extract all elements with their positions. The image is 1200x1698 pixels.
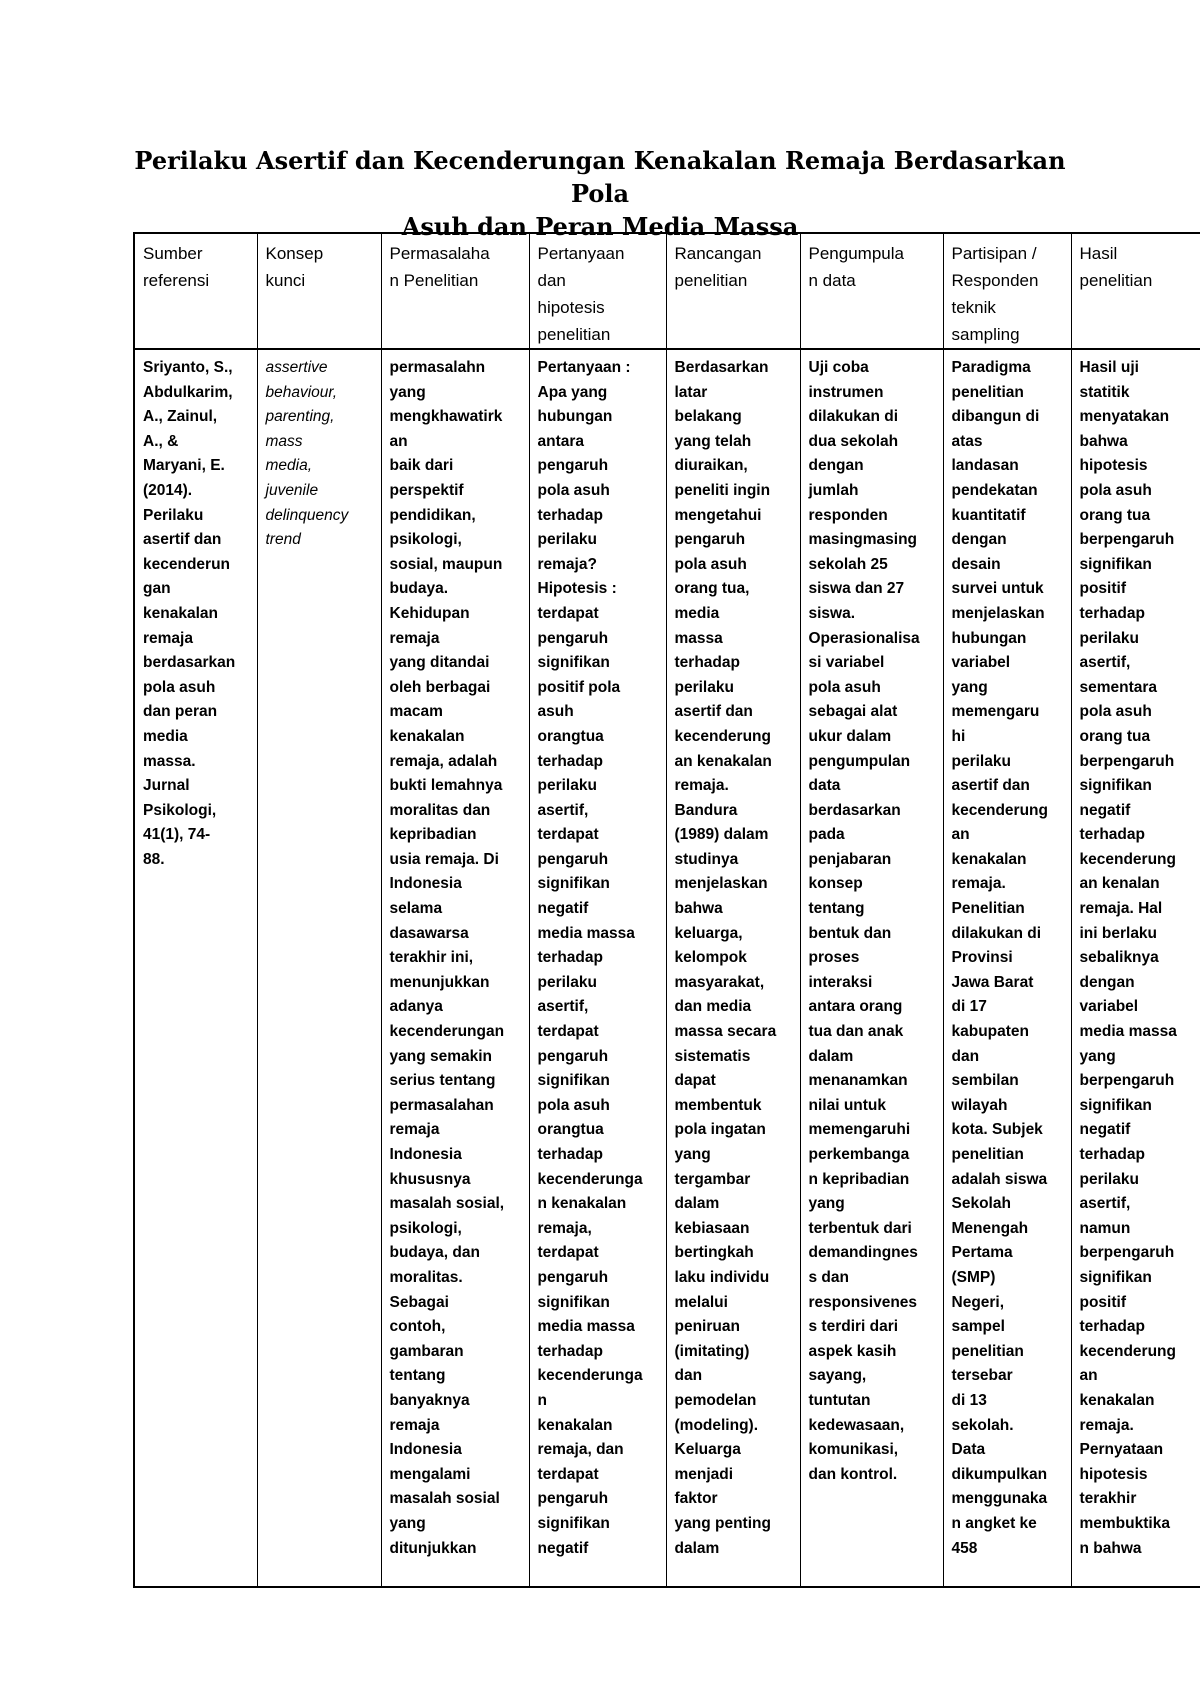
header-pertanyaan-hipotesis: Pertanyaan dan hipotesis penelitian xyxy=(529,233,666,349)
title-line-1: Perilaku Asertif dan Kecenderungan Kenakalan Remaja Berdasarkan Pola xyxy=(134,146,1066,208)
cell-rancangan: Berdasarkan latar belakang yang telah diuraikan, peneliti ingin mengetahui pengaruh pola asuh orang tua, media massa terhadap perilaku asertif dan kecenderung an kenakalan remaja. Bandura (1989) dalam studinya menjelaskan bahwa keluarga, kelompok masyarakat, dan media massa secara sistematis dapat membentuk pola ingatan yang tergambar dalam kebiasaan bertingkah laku individu melalui peniruan (imitating) dan pemodelan (modeling). Keluarga menjadi faktor yang penting dalam xyxy=(666,349,800,1587)
cell-konsep-kunci: assertive behaviour, parenting, mass media, juvenile delinquency trend xyxy=(257,349,381,1587)
research-table xyxy=(133,232,1200,1588)
cell-permasalahan: permasalahn yang mengkhawatirk an baik dari perspektif pendidikan, psikologi, sosial, maupun budaya. Kehidupan remaja yang ditandai oleh berbagai macam kenakalan remaja, adalah bukti lemahnya moralitas dan kepribadian usia remaja. Di Indonesia selama dasawarsa terakhir ini, menunjukkan adanya kecenderungan yang semakin serius tentang permasalahan remaja Indonesia khususnya masalah sosial, psikologi, budaya, dan moralitas. Sebagai contoh, gambaran tentang banyaknya remaja Indonesia mengalami masalah sosial yang ditunjukkan xyxy=(381,349,529,1587)
cell-hasil: Hasil uji statitik menyatakan bahwa hipotesis pola asuh orang tua berpengaruh signifikan positif terhadap perilaku asertif, sementara pola asuh orang tua berpengaruh signifikan negatif terhadap kecenderung an kenalan remaja. Hal ini berlaku sebaliknya dengan variabel media massa yang berpengaruh signifikan negatif terhadap perilaku asertif, namun berpengaruh signifikan positif terhadap kecenderung an kenakalan remaja. Pernyataan hipotesis terakhir membuktika n bahwa xyxy=(1071,349,1200,1587)
header-sumber-referensi: Sumber referensi xyxy=(134,233,257,349)
table-row xyxy=(134,349,1200,1587)
header-hasil: Hasil penelitian xyxy=(1071,233,1200,349)
document-title xyxy=(120,144,1080,243)
cell-pertanyaan-hipotesis: Pertanyaan : Apa yang hubungan antara pengaruh pola asuh terhadap perilaku remaja? Hipotesis : terdapat pengaruh signifikan positif pola asuh orangtua terhadap perilaku asertif, terdapat pengaruh signifikan negatif media massa terhadap perilaku asertif, terdapat pengaruh signifikan pola asuh orangtua terhadap kecenderunga n kenakalan remaja, terdapat pengaruh signifikan media massa terhadap kecenderunga n kenakalan remaja, dan terdapat pengaruh signifikan negatif xyxy=(529,349,666,1587)
header-partisipan: Partisipan / Responden teknik sampling xyxy=(943,233,1071,349)
cell-partisipan: Paradigma penelitian dibangun di atas landasan pendekatan kuantitatif dengan desain survei untuk menjelaskan hubungan variabel yang memengaru hi perilaku asertif dan kecenderung an kenakalan remaja. Penelitian dilakukan di Provinsi Jawa Barat di 17 kabupaten dan sembilan wilayah kota. Subjek penelitian adalah siswa Sekolah Menengah Pertama (SMP) Negeri, sampel penelitian tersebar di 13 sekolah. Data dikumpulkan menggunaka n angket ke 458 xyxy=(943,349,1071,1587)
header-pengumpulan-data: Pengumpula n data xyxy=(800,233,943,349)
cell-sumber-referensi: Sriyanto, S., Abdulkarim, A., Zainul, A., & Maryani, E. (2014). Perilaku asertif dan kecenderun gan kenakalan remaja berdasarkan pola asuh dan peran media massa. Jurnal Psikologi, 41(1), 74- 88. xyxy=(134,349,257,1587)
title-line-2: Asuh dan Peran Media Massa xyxy=(401,212,799,241)
cell-pengumpulan-data: Uji coba instrumen dilakukan di dua sekolah dengan jumlah responden masingmasing sekolah 25 siswa dan 27 siswa. Operasionalisa si variabel pola asuh sebagai alat ukur dalam pengumpulan data berdasarkan pada penjabaran konsep tentang bentuk dan proses interaksi antara orang tua dan anak dalam menanamkan nilai untuk memengaruhi perkembanga n kepribadian yang terbentuk dari demandingnes s dan responsivenes s terdiri dari aspek kasih sayang, tuntutan kedewasaan, komunikasi, dan kontrol. xyxy=(800,349,943,1587)
header-permasalahan: Permasalaha n Penelitian xyxy=(381,233,529,349)
header-row xyxy=(134,233,1200,349)
header-rancangan: Rancangan penelitian xyxy=(666,233,800,349)
header-konsep-kunci: Konsep kunci xyxy=(257,233,381,349)
